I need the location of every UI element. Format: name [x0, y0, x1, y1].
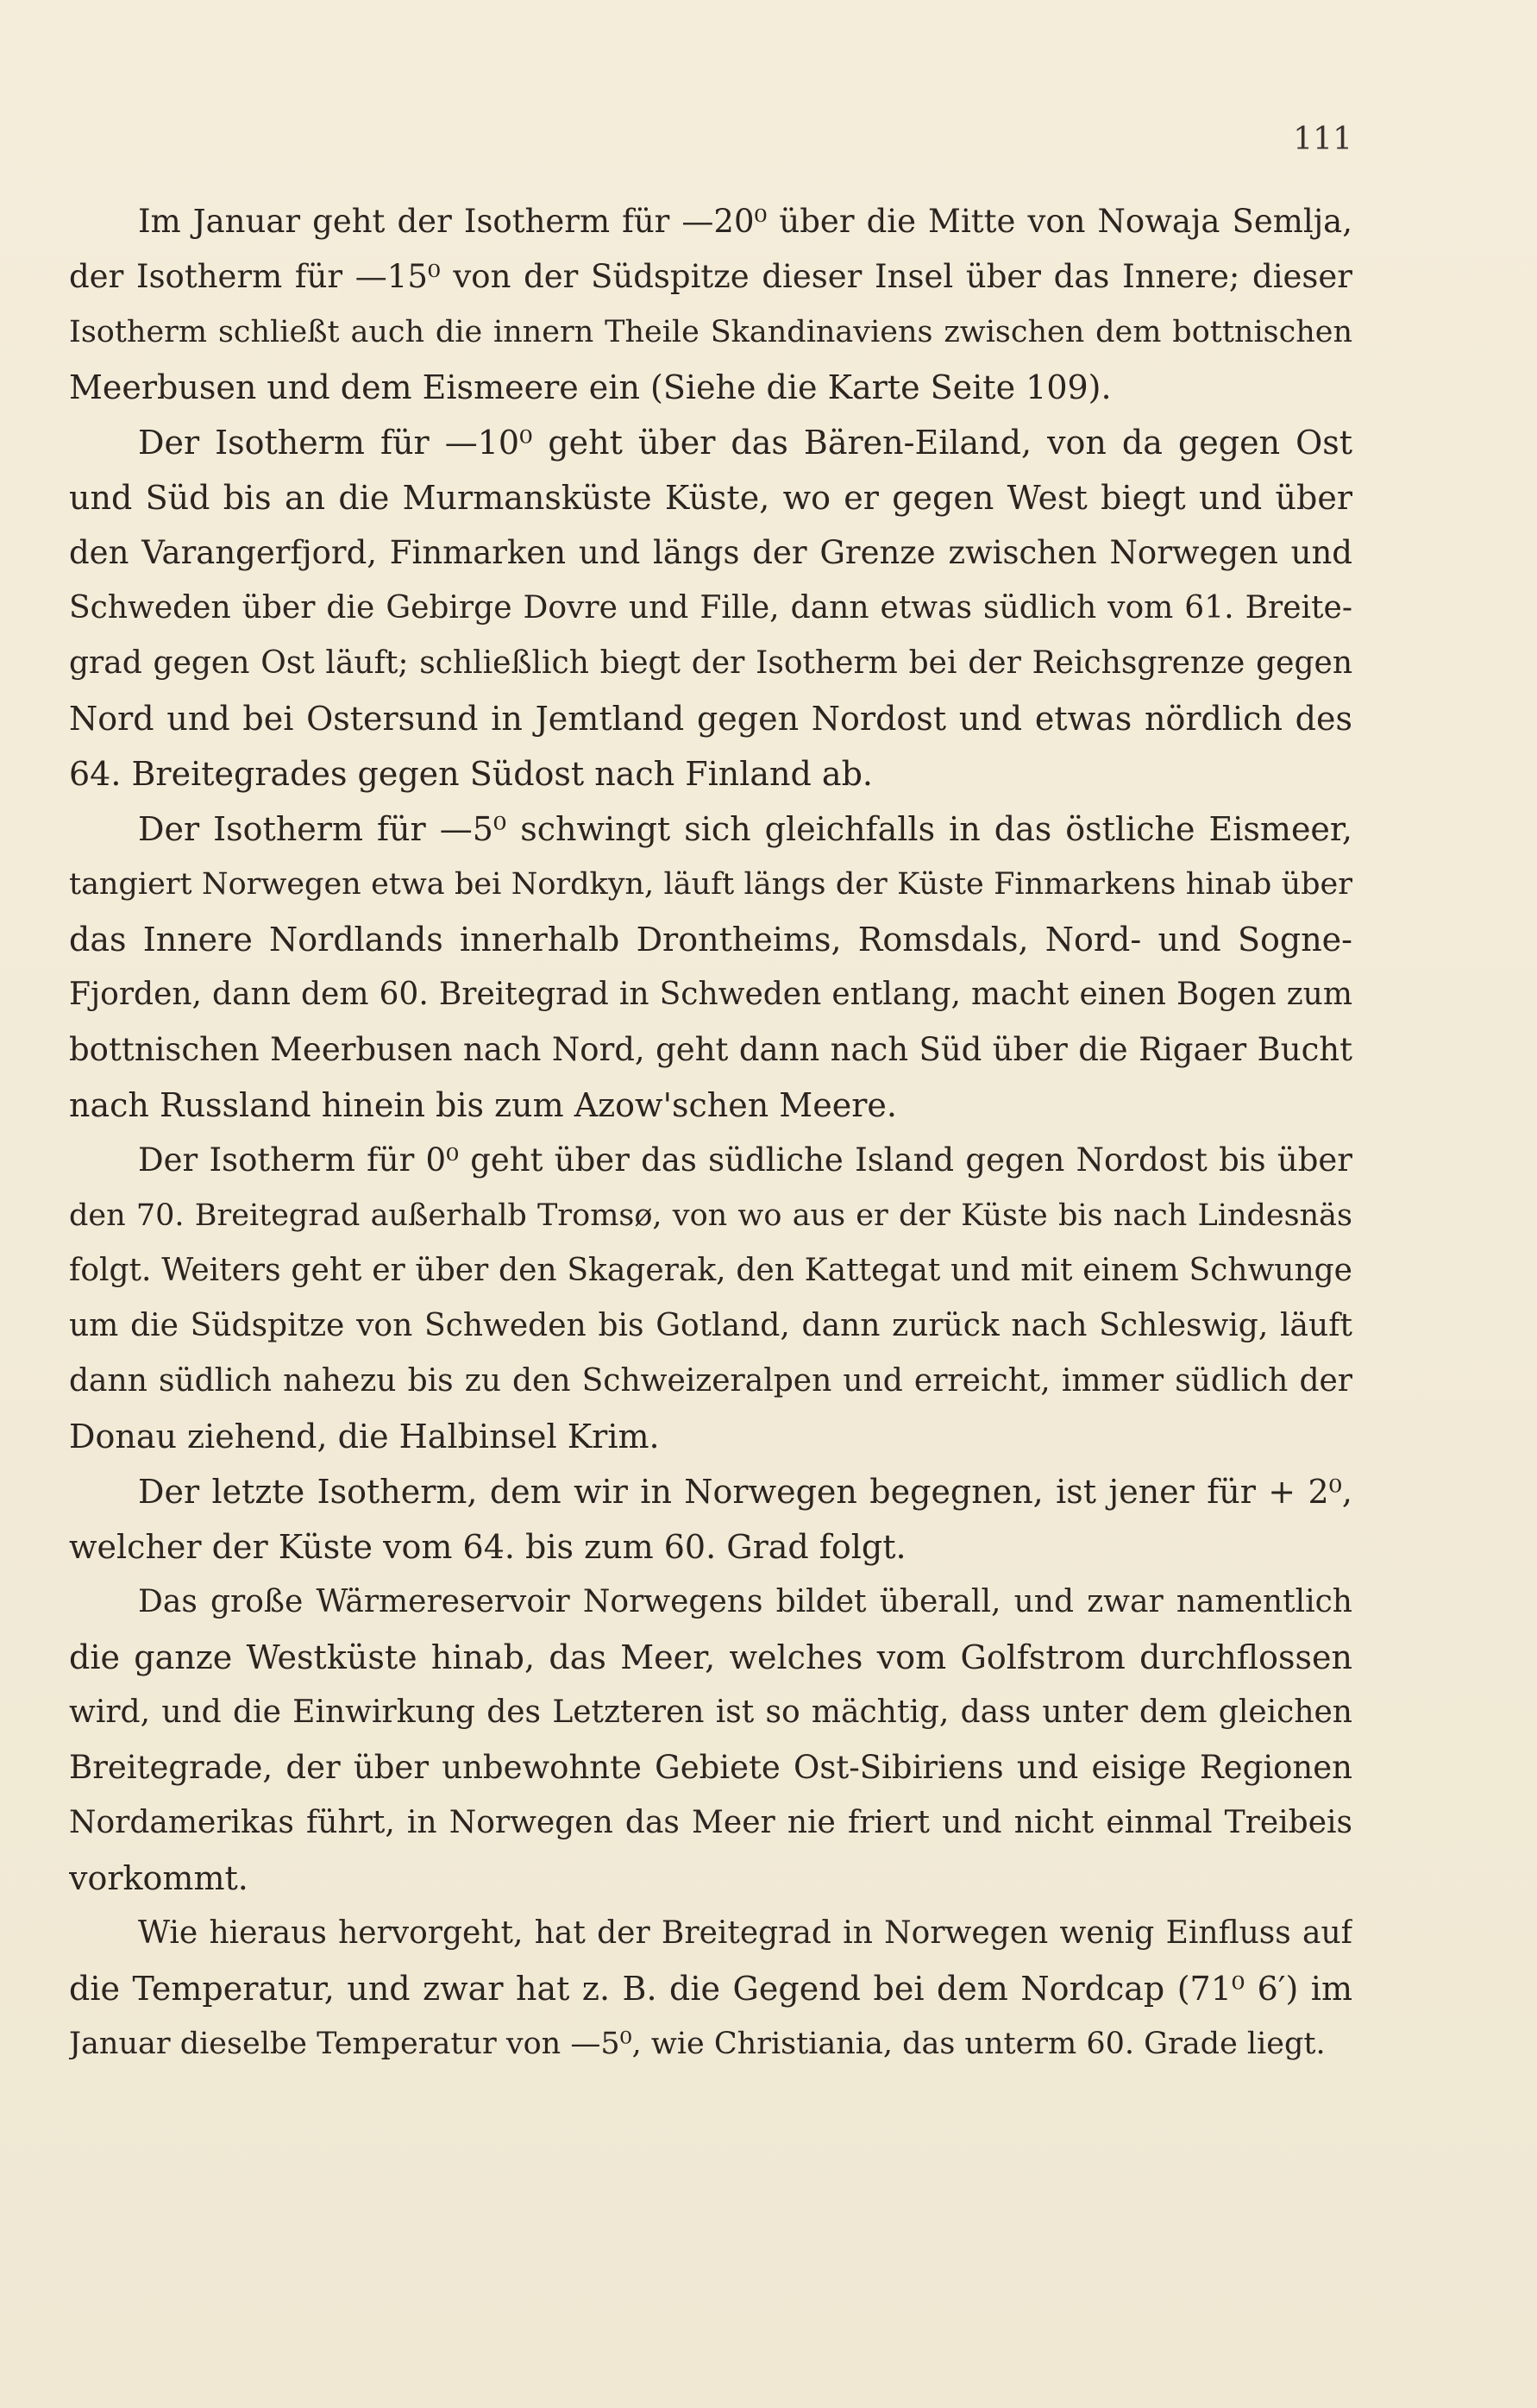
text-line: Das große Wärmereservoir Norwegens bildet überall, und zwar namentlich	[138, 1584, 1352, 1619]
text-line: Wie hieraus hervorgeht, hat der Breitegrad in Norwegen wenig Einfluss auf	[138, 1915, 1352, 1951]
text-line: die ganze Westküste hinab, das Meer, welches vom Golfstrom durchflossen	[69, 1638, 1352, 1676]
text-line: grad gegen Ost läuft; schließlich biegt der Isotherm bei der Reichsgrenze gegen	[69, 645, 1352, 681]
text-line: den Varangerfjord, Finmarken und längs der Grenze zwischen Norwegen und	[69, 534, 1352, 571]
text-line: und Süd bis an die Murmansküste Küste, wo er gegen West biegt und über	[69, 479, 1352, 517]
text-line: Breitegrade, der über unbewohnte Gebiete Ost-Sibiriens und eisige Regionen	[69, 1749, 1352, 1786]
text-line: dann südlich nahezu bis zu den Schweizeralpen und erreicht, immer südlich der	[69, 1363, 1352, 1399]
text-line: Januar dieselbe Temperatur von —5⁰, wie Christiania, das unterm 60. Grade liegt.	[69, 2027, 1326, 2061]
text-line: die Temperatur, und zwar hat z. B. die Gegend bei dem Nordcap (71⁰ 6′) im	[69, 1970, 1352, 2008]
text-line: 64. Breitegrades gegen Südost nach Finland ab.	[69, 755, 873, 793]
text-line: Der Isotherm für —10⁰ geht über das Bären-Eiland, von da gegen Ost	[138, 424, 1352, 462]
body-text	[69, 194, 1352, 2072]
text-line: tangiert Norwegen etwa bei Nordkyn, läuft längs der Küste Finmarkens hinab über	[69, 867, 1352, 902]
paragraph-latitude-influence	[69, 1906, 1352, 2072]
text-line: Im Januar geht der Isotherm für —20⁰ über die Mitte von Nowaja Semlja,	[138, 203, 1352, 240]
text-line: Isotherm schließt auch die innern Theile Skandinaviens zwischen dem bottnischen	[69, 315, 1352, 349]
text-line: das Innere Nordlands innerhalb Drontheims, Romsdals, Nord- und Sogne-	[69, 921, 1352, 959]
page-number: 111	[1293, 122, 1352, 157]
text-line: Nordamerikas führt, in Norwegen das Meer nie friert und nicht einmal Treibeis	[69, 1805, 1352, 1840]
text-line: Der Isotherm für 0⁰ geht über das südliche Island gegen Nordost bis über	[138, 1141, 1352, 1179]
text-line: Donau ziehend, die Halbinsel Krim.	[69, 1418, 660, 1455]
text-line: den 70. Breitegrad außerhalb Tromsø, von wo aus er der Küste bis nach Lindesnäs	[69, 1198, 1352, 1233]
paragraph-isotherm-minus-5	[69, 802, 1352, 1133]
text-line: Der Isotherm für —5⁰ schwingt sich gleichfalls in das östliche Eismeer,	[138, 810, 1352, 848]
paragraph-isotherm-minus-10	[69, 415, 1352, 802]
text-line: bottnischen Meerbusen nach Nord, geht dann nach Süd über die Rigaer Bucht	[69, 1031, 1352, 1068]
text-line: um die Südspitze von Schweden bis Gotland, dann zurück nach Schleswig, läuft	[69, 1308, 1352, 1343]
paragraph-january-isotherms	[69, 194, 1352, 415]
text-line: wird, und die Einwirkung des Letzteren ist so mächtig, dass unter dem gleichen	[69, 1694, 1352, 1730]
paragraph-isotherm-plus-2	[69, 1464, 1352, 1575]
paragraph-isotherm-zero	[69, 1133, 1352, 1464]
text-line: der Isotherm für —15⁰ von der Südspitze dieser Insel über das Innere; dieser	[69, 258, 1352, 295]
text-line: welcher der Küste vom 64. bis zum 60. Grad folgt.	[69, 1528, 907, 1566]
text-line: folgt. Weiters geht er über den Skagerak, den Kattegat und mit einem Schwunge	[69, 1253, 1352, 1288]
text-line: Schweden über die Gebirge Dovre und Fille, dann etwas südlich vom 61. Breite-	[69, 590, 1352, 626]
paragraph-heat-reservoir	[69, 1575, 1352, 1906]
text-line: Nord und bei Ostersund in Jemtland gegen Nordost und etwas nördlich des	[69, 700, 1352, 738]
text-line: vorkommt.	[69, 1859, 248, 1897]
text-line: Der letzte Isotherm, dem wir in Norwegen begegnen, ist jener für + 2⁰,	[138, 1473, 1352, 1511]
text-line: Meerbusen und dem Eismeere ein (Siehe die Karte Seite 109).	[69, 368, 1112, 406]
text-line: Fjorden, dann dem 60. Breitegrad in Schweden entlang, macht einen Bogen zum	[69, 977, 1352, 1012]
text-line: nach Russland hinein bis zum Azow'schen Meere.	[69, 1086, 897, 1124]
